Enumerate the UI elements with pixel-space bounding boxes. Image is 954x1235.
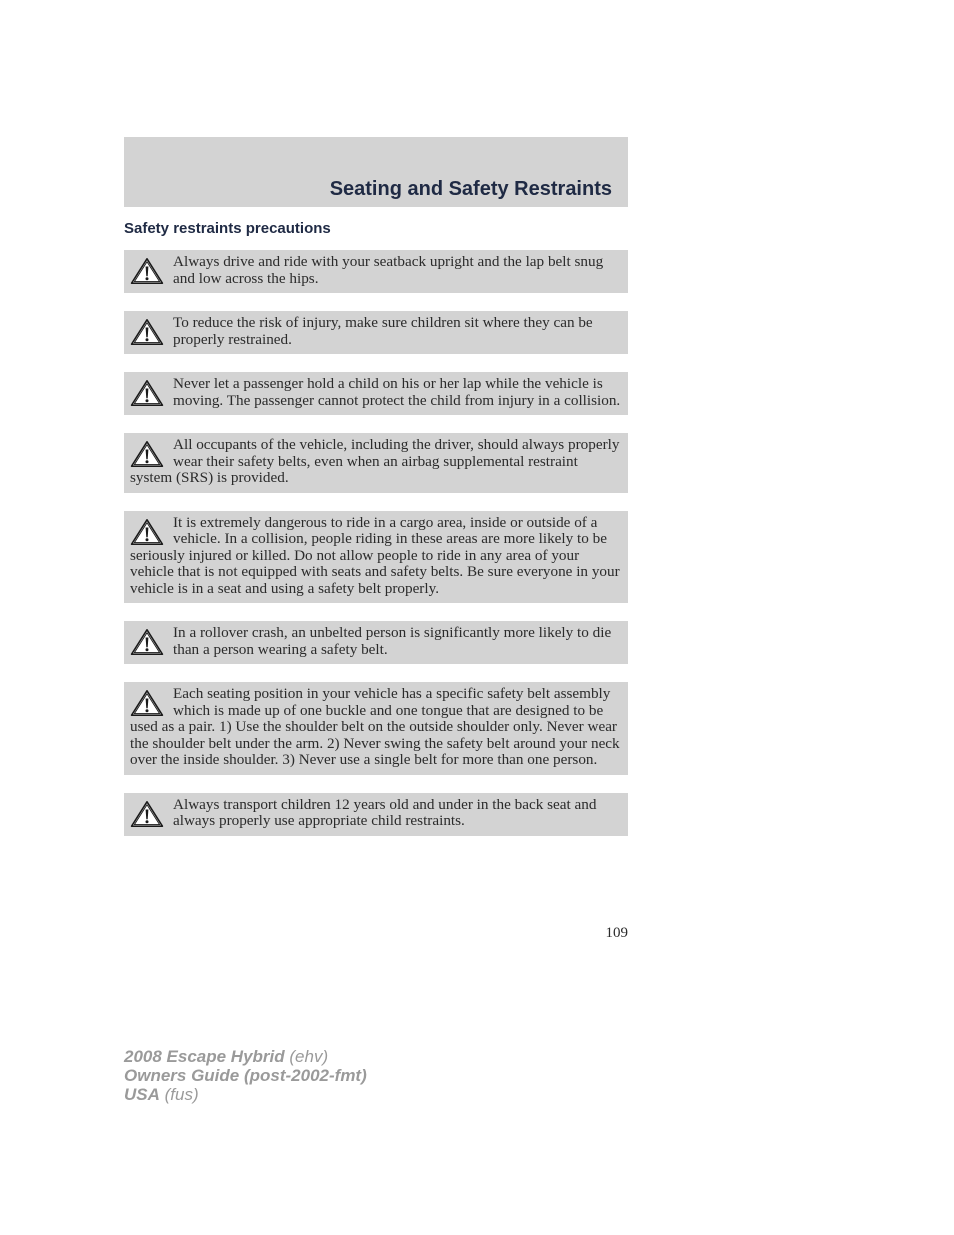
warning-box	[124, 250, 628, 293]
warning-box	[124, 621, 628, 664]
document-footer	[124, 1047, 367, 1104]
warning-text: All occupants of the vehicle, including the driver, should always properly wear their safety belts, even when an airbag supplemental restraint system (SRS) is provided.	[130, 436, 620, 486]
warning-box	[124, 372, 628, 415]
warning-text: Always drive and ride with your seatback upright and the lap belt snug and low across the hips.	[173, 253, 604, 287]
chapter-header-band	[124, 137, 628, 207]
section-heading: Safety restraints precautions	[124, 220, 331, 237]
warning-box	[124, 311, 628, 354]
page-number: 109	[605, 925, 628, 941]
warning-triangle-icon	[130, 379, 164, 407]
warning-triangle-icon	[130, 440, 164, 468]
warning-box	[124, 682, 628, 775]
warning-text: To reduce the risk of injury, make sure children sit where they can be properly restrained.	[173, 314, 593, 348]
footer-model: 2008 Escape Hybrid	[124, 1047, 285, 1066]
warning-box	[124, 511, 628, 604]
warning-text: Each seating position in your vehicle has a specific safety belt assembly which is made up of one buckle and one tongue that are designed to be used as a pair. 1) Use the shoulder belt on the outside shoulder only. Never wear the shoulder belt under the arm. 2) Never swing the safety belt around your neck over the inside shoulder. 3) Never use a single belt for more than one person.	[130, 685, 620, 768]
warning-triangle-icon	[130, 689, 164, 717]
warning-triangle-icon	[130, 628, 164, 656]
warning-text: It is extremely dangerous to ride in a cargo area, inside or outside of a vehicle. In a collision, people riding in these areas are more likely to be seriously injured or killed. Do not allow people to ride in any area of your vehicle that is not equipped with seats and safety belts. Be sure everyone in your vehicle is in a seat and using a safety belt properly.	[130, 513, 620, 597]
warnings-list	[124, 250, 628, 854]
warning-text: In a rollover crash, an unbelted person is significantly more likely to die than a person wearing a safety belt.	[173, 624, 612, 658]
footer-line-1	[124, 1047, 367, 1066]
warning-box	[124, 433, 628, 493]
warning-triangle-icon	[130, 318, 164, 346]
footer-model-code: (ehv)	[289, 1047, 329, 1066]
chapter-title: Seating and Safety Restraints	[329, 178, 612, 200]
footer-market: USA	[124, 1085, 160, 1104]
footer-line-2	[124, 1066, 367, 1085]
footer-line-3	[124, 1085, 367, 1104]
warning-triangle-icon	[130, 518, 164, 546]
warning-triangle-icon	[130, 800, 164, 828]
warning-text: Always transport children 12 years old and under in the back seat and always properly use appropriate child restraints.	[173, 795, 597, 829]
warning-triangle-icon	[130, 257, 164, 285]
warning-box	[124, 793, 628, 836]
warning-text: Never let a passenger hold a child on his or her lap while the vehicle is moving. The passenger cannot protect the child from injury in a collision.	[173, 375, 621, 409]
footer-guide: Owners Guide (post-2002-fmt)	[124, 1066, 367, 1085]
footer-market-code: (fus)	[164, 1085, 199, 1104]
